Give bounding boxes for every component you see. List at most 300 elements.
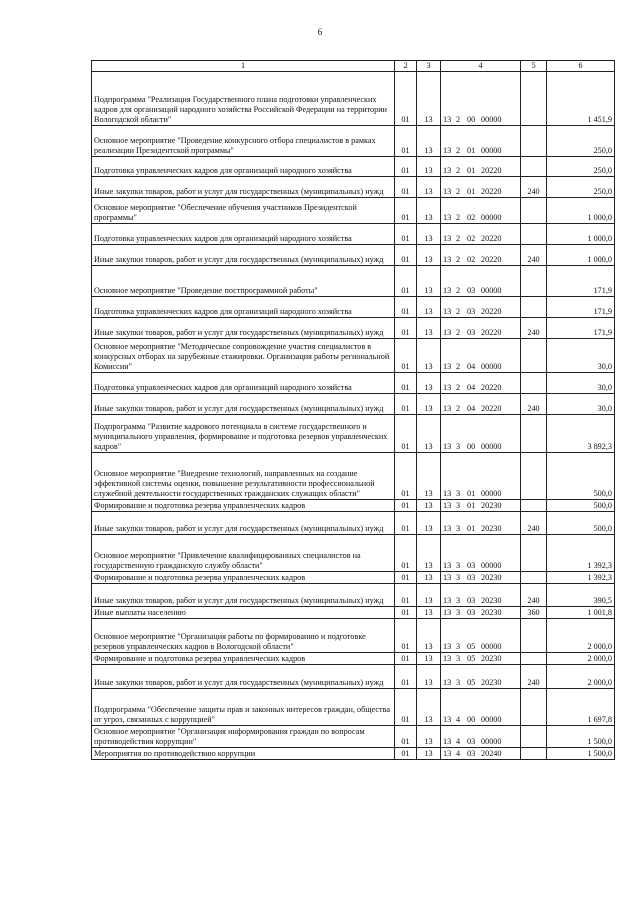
table-row	[92, 266, 615, 297]
amount-cell: 1 392,3	[547, 535, 615, 572]
row-name-cell: Подготовка управленческих кадров для организаций народного хозяйства	[92, 224, 395, 245]
subsection-code-cell: 13	[417, 224, 441, 245]
subsection-code-cell: 13	[417, 339, 441, 373]
subsection-code-cell: 13	[417, 126, 441, 157]
table-row	[92, 572, 615, 584]
table-row	[92, 653, 615, 665]
target-article-part: 13	[443, 573, 452, 582]
target-article-part: 13	[443, 678, 452, 687]
target-article-part: 04	[467, 383, 476, 392]
target-article-part: 2	[456, 286, 461, 295]
target-article-part: 05	[467, 642, 476, 651]
section-code-cell: 01	[395, 266, 417, 297]
target-article-part: 13	[443, 642, 452, 651]
target-article-part: 3	[456, 573, 461, 582]
table-row	[92, 224, 615, 245]
expense-type-cell	[521, 198, 547, 224]
subsection-code-cell: 13	[417, 415, 441, 453]
expense-type-cell	[521, 689, 547, 726]
section-code-cell: 01	[395, 318, 417, 339]
section-code-cell: 01	[395, 373, 417, 394]
amount-cell: 171,9	[547, 318, 615, 339]
amount-cell: 250,0	[547, 157, 615, 177]
table-row	[92, 619, 615, 653]
target-article-part: 13	[443, 715, 452, 724]
subsection-code-cell: 13	[417, 297, 441, 318]
subsection-code-cell: 13	[417, 373, 441, 394]
target-article-part: 13	[443, 328, 452, 337]
row-name-cell: Формирование и подготовка резерва управленческих кадров	[92, 653, 395, 665]
section-code-cell: 01	[395, 584, 417, 607]
target-article-part: 13	[443, 166, 452, 175]
amount-cell: 1 001,8	[547, 607, 615, 619]
section-code-cell: 01	[395, 619, 417, 653]
target-article-part: 00000	[481, 561, 502, 570]
row-name-cell: Иные закупки товаров, работ и услуг для государственных (муниципальных) нужд	[92, 512, 395, 535]
expense-type-cell	[521, 339, 547, 373]
target-article-cell	[441, 726, 521, 748]
section-code-cell: 01	[395, 297, 417, 318]
budget-table	[91, 60, 615, 760]
target-article-part: 13	[443, 749, 452, 758]
amount-cell: 2 000,0	[547, 653, 615, 665]
amount-cell: 3 892,3	[547, 415, 615, 453]
subsection-code-cell: 13	[417, 245, 441, 266]
expense-type-cell	[521, 535, 547, 572]
expense-type-cell	[521, 748, 547, 760]
target-article-cell	[441, 607, 521, 619]
header-col-1: 1	[92, 61, 395, 72]
row-name-cell: Иные закупки товаров, работ и услуг для государственных (муниципальных) нужд	[92, 394, 395, 415]
row-name-cell: Подпрограмма "Обеспечение защиты прав и законных интересов граждан, общества от угроз, связанных с коррупцией"	[92, 689, 395, 726]
subsection-code-cell: 13	[417, 72, 441, 126]
target-article-part: 03	[467, 596, 476, 605]
target-article-part: 2	[456, 307, 461, 316]
expense-type-cell	[521, 72, 547, 126]
row-name-cell: Подготовка управленческих кадров для организаций народного хозяйства	[92, 297, 395, 318]
target-article-part: 05	[467, 678, 476, 687]
target-article-part: 02	[467, 255, 476, 264]
target-article-part: 3	[456, 524, 461, 533]
row-name-cell: Иные выплаты населению	[92, 607, 395, 619]
target-article-part: 3	[456, 608, 461, 617]
expense-type-cell	[521, 126, 547, 157]
table-row	[92, 394, 615, 415]
target-article-cell	[441, 453, 521, 500]
header-row	[92, 61, 615, 72]
section-code-cell: 01	[395, 224, 417, 245]
row-name-cell: Основное мероприятие "Методическое сопровождение участия специалистов в конкурсных отборах на зарубежные стажировки. Организация работы региональной Комиссии"	[92, 339, 395, 373]
target-article-part: 2	[456, 213, 461, 222]
row-name-cell: Иные закупки товаров, работ и услуг для государственных (муниципальных) нужд	[92, 245, 395, 266]
target-article-part: 13	[443, 524, 452, 533]
page-number: 6	[317, 27, 323, 37]
table-row	[92, 512, 615, 535]
target-article-cell	[441, 126, 521, 157]
section-code-cell: 01	[395, 245, 417, 266]
target-article-part: 04	[467, 362, 476, 371]
target-article-part: 03	[467, 737, 476, 746]
target-article-part: 2	[456, 383, 461, 392]
header-col-3: 3	[417, 61, 441, 72]
target-article-part: 03	[467, 307, 476, 316]
target-article-part: 13	[443, 489, 452, 498]
table-row	[92, 689, 615, 726]
target-article-part: 2	[456, 187, 461, 196]
target-article-part: 3	[456, 489, 461, 498]
table-row	[92, 126, 615, 157]
subsection-code-cell: 13	[417, 266, 441, 297]
target-article-part: 20230	[481, 501, 502, 510]
section-code-cell: 01	[395, 535, 417, 572]
target-article-part: 20220	[481, 383, 502, 392]
amount-cell: 250,0	[547, 126, 615, 157]
section-code-cell: 01	[395, 653, 417, 665]
target-article-part: 3	[456, 596, 461, 605]
subsection-code-cell: 13	[417, 500, 441, 512]
amount-cell: 1 451,9	[547, 72, 615, 126]
target-article-cell	[441, 224, 521, 245]
target-article-cell	[441, 373, 521, 394]
table-row	[92, 373, 615, 394]
target-article-part: 00000	[481, 489, 502, 498]
expense-type-cell	[521, 373, 547, 394]
expense-type-cell	[521, 224, 547, 245]
amount-cell: 2 000,0	[547, 665, 615, 689]
row-name-cell: Иные закупки товаров, работ и услуг для государственных (муниципальных) нужд	[92, 665, 395, 689]
header-col-2: 2	[395, 61, 417, 72]
amount-cell: 1 000,0	[547, 245, 615, 266]
subsection-code-cell: 13	[417, 177, 441, 198]
target-article-part: 20220	[481, 166, 502, 175]
table-row	[92, 245, 615, 266]
target-article-part: 03	[467, 573, 476, 582]
target-article-part: 13	[443, 654, 452, 663]
row-name-cell: Подготовка управленческих кадров для организаций народного хозяйства	[92, 157, 395, 177]
header-col-5: 5	[521, 61, 547, 72]
target-article-part: 13	[443, 737, 452, 746]
row-name-cell: Основное мероприятие "Организация информирования граждан по вопросам противодействия коррупции"	[92, 726, 395, 748]
target-article-part: 01	[467, 146, 476, 155]
row-name-cell: Основное мероприятие "Проведение конкурсного отбора специалистов в рамках реализации Президентской программы"	[92, 126, 395, 157]
amount-cell: 30,0	[547, 373, 615, 394]
target-article-part: 00	[467, 715, 476, 724]
amount-cell: 500,0	[547, 500, 615, 512]
amount-cell: 1 392,3	[547, 572, 615, 584]
table-row	[92, 500, 615, 512]
expense-type-cell	[521, 453, 547, 500]
target-article-part: 00000	[481, 213, 502, 222]
target-article-part: 13	[443, 307, 452, 316]
target-article-cell	[441, 394, 521, 415]
target-article-cell	[441, 245, 521, 266]
section-code-cell: 01	[395, 726, 417, 748]
target-article-part: 2	[456, 404, 461, 413]
expense-type-cell	[521, 500, 547, 512]
row-name-cell: Основное мероприятие "Организация работы по формированию и подготовке резервов управленческих кадров в Вологодской области"	[92, 619, 395, 653]
row-name-cell: Мероприятия по противодействию коррупции	[92, 748, 395, 760]
amount-cell: 1 697,8	[547, 689, 615, 726]
target-article-part: 20230	[481, 654, 502, 663]
target-article-part: 00000	[481, 642, 502, 651]
table-row	[92, 607, 615, 619]
target-article-cell	[441, 512, 521, 535]
target-article-part: 03	[467, 749, 476, 758]
target-article-part: 01	[467, 524, 476, 533]
target-article-cell	[441, 748, 521, 760]
subsection-code-cell: 13	[417, 198, 441, 224]
subsection-code-cell: 13	[417, 157, 441, 177]
target-article-part: 2	[456, 234, 461, 243]
section-code-cell: 01	[395, 126, 417, 157]
row-name-cell: Иные закупки товаров, работ и услуг для государственных (муниципальных) нужд	[92, 177, 395, 198]
subsection-code-cell: 13	[417, 584, 441, 607]
target-article-part: 20220	[481, 328, 502, 337]
row-name-cell: Формирование и подготовка резерва управленческих кадров	[92, 572, 395, 584]
section-code-cell: 01	[395, 339, 417, 373]
section-code-cell: 01	[395, 572, 417, 584]
target-article-cell	[441, 689, 521, 726]
section-code-cell: 01	[395, 198, 417, 224]
table-header	[92, 61, 615, 72]
table-row	[92, 157, 615, 177]
target-article-part: 13	[443, 442, 452, 451]
amount-cell: 1 000,0	[547, 198, 615, 224]
target-article-part: 00000	[481, 115, 502, 124]
row-name-cell: Иные закупки товаров, работ и услуг для государственных (муниципальных) нужд	[92, 318, 395, 339]
target-article-part: 20240	[481, 749, 502, 758]
target-article-cell	[441, 619, 521, 653]
target-article-part: 3	[456, 561, 461, 570]
target-article-part: 13	[443, 404, 452, 413]
target-article-part: 01	[467, 166, 476, 175]
target-article-part: 20220	[481, 404, 502, 413]
target-article-part: 13	[443, 383, 452, 392]
expense-type-cell: 240	[521, 584, 547, 607]
target-article-part: 13	[443, 234, 452, 243]
target-article-part: 13	[443, 596, 452, 605]
target-article-part: 00000	[481, 286, 502, 295]
target-article-part: 3	[456, 678, 461, 687]
target-article-cell	[441, 584, 521, 607]
section-code-cell: 01	[395, 665, 417, 689]
table-row	[92, 665, 615, 689]
subsection-code-cell: 13	[417, 726, 441, 748]
target-article-part: 3	[456, 654, 461, 663]
table-row	[92, 339, 615, 373]
row-name-cell: Подпрограмма "Реализация Государственного плана подготовки управленческих кадров для организаций народного хозяйства Российской Федерации на территории Вологодской области"	[92, 72, 395, 126]
target-article-part: 00000	[481, 737, 502, 746]
table-row	[92, 72, 615, 126]
target-article-part: 00000	[481, 362, 502, 371]
expense-type-cell: 240	[521, 245, 547, 266]
subsection-code-cell: 13	[417, 689, 441, 726]
target-article-part: 4	[456, 737, 461, 746]
expense-type-cell	[521, 297, 547, 318]
target-article-part: 00000	[481, 715, 502, 724]
section-code-cell: 01	[395, 689, 417, 726]
row-name-cell: Подготовка управленческих кадров для организаций народного хозяйства	[92, 373, 395, 394]
expense-type-cell	[521, 266, 547, 297]
row-name-cell: Подпрограмма "Развитие кадрового потенциала в системе государственного и муниципального управления, формирование и подготовка резервов управленческих кадров"	[92, 415, 395, 453]
amount-cell: 500,0	[547, 512, 615, 535]
target-article-cell	[441, 665, 521, 689]
expense-type-cell	[521, 619, 547, 653]
expense-type-cell	[521, 726, 547, 748]
subsection-code-cell: 13	[417, 318, 441, 339]
target-article-cell	[441, 500, 521, 512]
amount-cell: 171,9	[547, 266, 615, 297]
amount-cell: 390,5	[547, 584, 615, 607]
target-article-cell	[441, 318, 521, 339]
subsection-code-cell: 13	[417, 748, 441, 760]
target-article-cell	[441, 339, 521, 373]
amount-cell: 500,0	[547, 453, 615, 500]
expense-type-cell: 240	[521, 394, 547, 415]
target-article-part: 13	[443, 146, 452, 155]
table-row	[92, 748, 615, 760]
row-name-cell: Иные закупки товаров, работ и услуг для государственных (муниципальных) нужд	[92, 584, 395, 607]
table-row	[92, 198, 615, 224]
expense-type-cell: 240	[521, 177, 547, 198]
target-article-cell	[441, 177, 521, 198]
table-row	[92, 318, 615, 339]
target-article-part: 4	[456, 749, 461, 758]
section-code-cell: 01	[395, 157, 417, 177]
target-article-part: 2	[456, 115, 461, 124]
target-article-part: 20230	[481, 608, 502, 617]
amount-cell: 1 500,0	[547, 726, 615, 748]
target-article-cell	[441, 653, 521, 665]
expense-type-cell	[521, 157, 547, 177]
target-article-part: 03	[467, 561, 476, 570]
table-row	[92, 415, 615, 453]
section-code-cell: 01	[395, 453, 417, 500]
row-name-cell: Основное мероприятие "Проведение постпрограммной работы"	[92, 266, 395, 297]
expense-type-cell	[521, 572, 547, 584]
target-article-part: 2	[456, 328, 461, 337]
expense-type-cell: 240	[521, 512, 547, 535]
target-article-part: 13	[443, 561, 452, 570]
target-article-cell	[441, 266, 521, 297]
target-article-cell	[441, 572, 521, 584]
target-article-part: 2	[456, 146, 461, 155]
target-article-part: 13	[443, 501, 452, 510]
table-row	[92, 453, 615, 500]
target-article-part: 20230	[481, 678, 502, 687]
subsection-code-cell: 13	[417, 512, 441, 535]
section-code-cell: 01	[395, 512, 417, 535]
section-code-cell: 01	[395, 500, 417, 512]
section-code-cell: 01	[395, 607, 417, 619]
target-article-part: 20220	[481, 255, 502, 264]
subsection-code-cell: 13	[417, 535, 441, 572]
target-article-cell	[441, 535, 521, 572]
amount-cell: 1 000,0	[547, 224, 615, 245]
target-article-part: 20220	[481, 307, 502, 316]
target-article-part: 13	[443, 608, 452, 617]
table-row	[92, 297, 615, 318]
target-article-part: 2	[456, 362, 461, 371]
subsection-code-cell: 13	[417, 665, 441, 689]
target-article-part: 02	[467, 213, 476, 222]
section-code-cell: 01	[395, 748, 417, 760]
row-name-cell: Формирование и подготовка резерва управленческих кадров	[92, 500, 395, 512]
target-article-part: 04	[467, 404, 476, 413]
row-name-cell: Основное мероприятие "Обеспечение обучения участников Президентской программы"	[92, 198, 395, 224]
header-col-6: 6	[547, 61, 615, 72]
subsection-code-cell: 13	[417, 394, 441, 415]
section-code-cell: 01	[395, 72, 417, 126]
header-col-4: 4	[441, 61, 521, 72]
target-article-part: 3	[456, 642, 461, 651]
target-article-part: 01	[467, 187, 476, 196]
target-article-part: 03	[467, 608, 476, 617]
target-article-part: 20230	[481, 573, 502, 582]
target-article-part: 13	[443, 255, 452, 264]
row-name-cell: Основное мероприятие "Привлечение квалифицированных специалистов на государственную гражданскую службу области"	[92, 535, 395, 572]
table-row	[92, 584, 615, 607]
table-body	[92, 72, 615, 760]
table-row	[92, 535, 615, 572]
target-article-part: 13	[443, 286, 452, 295]
target-article-part: 00000	[481, 442, 502, 451]
target-article-part: 3	[456, 501, 461, 510]
target-article-part: 20220	[481, 234, 502, 243]
target-article-part: 01	[467, 501, 476, 510]
section-code-cell: 01	[395, 415, 417, 453]
target-article-part: 2	[456, 166, 461, 175]
amount-cell: 250,0	[547, 177, 615, 198]
expense-type-cell	[521, 653, 547, 665]
table-row	[92, 726, 615, 748]
target-article-part: 20230	[481, 596, 502, 605]
subsection-code-cell: 13	[417, 619, 441, 653]
subsection-code-cell: 13	[417, 653, 441, 665]
amount-cell: 171,9	[547, 297, 615, 318]
target-article-part: 02	[467, 234, 476, 243]
target-article-part: 00000	[481, 146, 502, 155]
target-article-cell	[441, 198, 521, 224]
target-article-cell	[441, 157, 521, 177]
section-code-cell: 01	[395, 177, 417, 198]
target-article-cell	[441, 72, 521, 126]
subsection-code-cell: 13	[417, 572, 441, 584]
subsection-code-cell: 13	[417, 453, 441, 500]
amount-cell: 30,0	[547, 394, 615, 415]
target-article-part: 4	[456, 715, 461, 724]
target-article-part: 05	[467, 654, 476, 663]
amount-cell: 1 500,0	[547, 748, 615, 760]
expense-type-cell: 240	[521, 318, 547, 339]
row-name-cell: Основное мероприятие "Внедрение технологий, направленных на создание эффективной системы оценки, повышение результативности профессиональной служебной деятельности государственных гражданских служащих области"	[92, 453, 395, 500]
expense-type-cell	[521, 415, 547, 453]
target-article-part: 13	[443, 187, 452, 196]
target-article-part: 13	[443, 115, 452, 124]
target-article-part: 03	[467, 328, 476, 337]
table-row	[92, 177, 615, 198]
target-article-part: 03	[467, 286, 476, 295]
amount-cell: 30,0	[547, 339, 615, 373]
subsection-code-cell: 13	[417, 607, 441, 619]
target-article-part: 00	[467, 115, 476, 124]
target-article-part: 2	[456, 255, 461, 264]
section-code-cell: 01	[395, 394, 417, 415]
target-article-part: 20220	[481, 187, 502, 196]
target-article-part: 01	[467, 489, 476, 498]
target-article-part: 13	[443, 362, 452, 371]
target-article-cell	[441, 415, 521, 453]
